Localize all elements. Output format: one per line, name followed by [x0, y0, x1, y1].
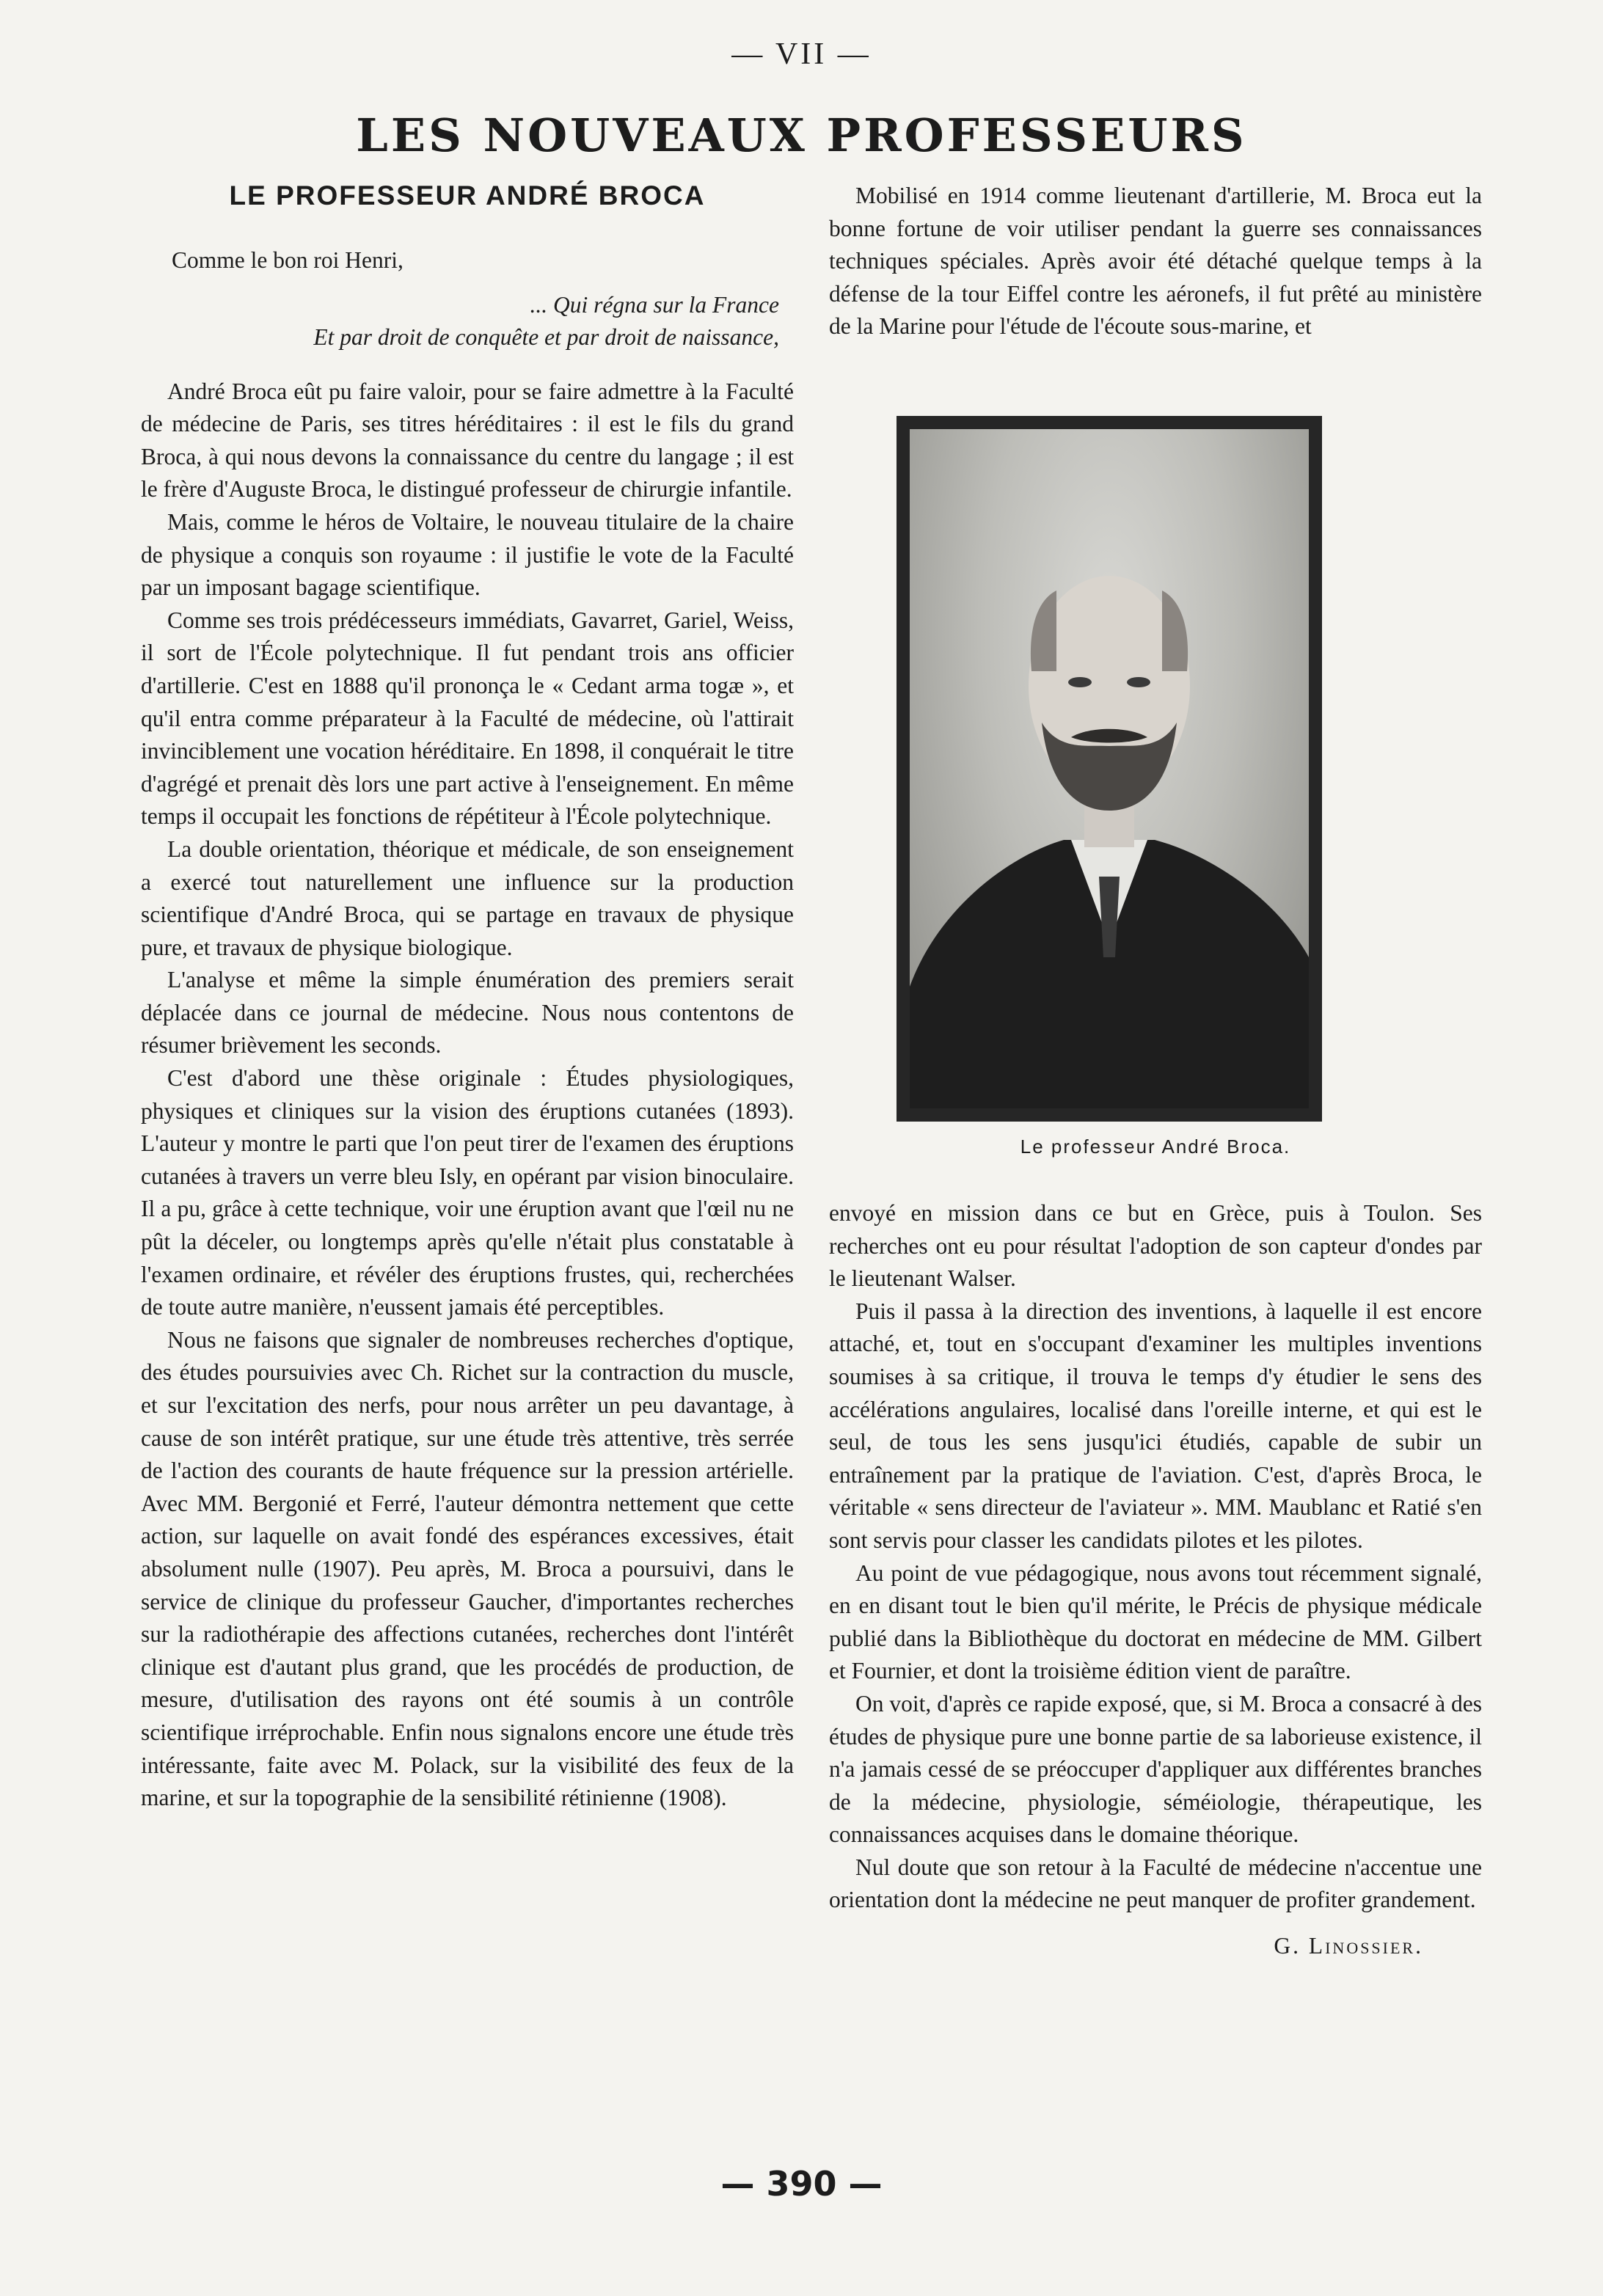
- right-column-bottom: [829, 1197, 1482, 1963]
- page-title: LES NOUVEAUX PROFESSEURS: [356, 109, 1247, 162]
- author-signature: G. Linossier.: [1274, 1933, 1423, 1959]
- paragraph: Comme ses trois prédécesseurs immédiats, Gavarret, Gariel, Weiss, il sort de l'École polytechnique. Il fut pendant trois ans officier d'artillerie. C'est en 1888 qu'il prononça le « Cedant arma togæ », et qu'il entra comme préparateur à la Faculté de médecine, où l'attirait invinciblement une vocation héréditaire. En 1898, il conquérait le titre d'agrégé et prenait dès lors une part active à l'enseignement. En même temps il occupait les fonctions de répétiteur à l'École polytechnique.: [141, 607, 794, 830]
- paragraph: André Broca eût pu faire valoir, pour se faire admettre à la Faculté de médecine de Paris, ses titres héréditaires : il est le fils du grand Broca, à qui nous devons la connaissance du centre du langage ; il est le frère d'Auguste Broca, le distingué professeur de chirurgie infantile.: [141, 378, 794, 502]
- article-title: LE PROFESSEUR ANDRÉ BROCA: [229, 180, 706, 211]
- paragraph: envoyé en mission dans ce but en Grèce, puis à Toulon. Ses recherches ont eu pour résultat l'adoption de son capteur d'ondes par le lieutenant Walser.: [829, 1200, 1482, 1292]
- verse-line: Et par droit de conquête et par droit de naissance,: [313, 323, 779, 350]
- paragraph: Puis il passa à la direction des inventions, à laquelle il est encore attaché, et, tout en s'occupant d'examiner les multiples inventions soumises à sa critique, il trouva le temps d'y étudier le sens des accélérations angulaires, localisé dans l'oreille interne, et qui est le seul, de tous les sens jusqu'ici étudiés, capable de subir un entraînement par la pratique de l'aviation. C'est, d'après Broca, le véritable « sens directeur de l'aviateur ». MM. Maublanc et Ratié s'en sont servis pour classer les candidats pilotes et les pilotes.: [829, 1298, 1482, 1553]
- paragraph: Mobilisé en 1914 comme lieutenant d'artillerie, M. Broca eut la bonne fortune de voir utiliser pendant la guerre ses connaissances techniques spéciales. Après avoir été détaché quelque temps à la défense de la tour Eiffel contre les aéronefs, il fut prêté au ministère de la Marine pour l'étude de l'écoute sous-marine, et: [829, 183, 1482, 340]
- left-column: [141, 180, 794, 1815]
- paragraph: Nul doute que son retour à la Faculté de médecine n'accentue une orientation dont la médecine ne peut manquer de profiter grandement.: [829, 1854, 1482, 1913]
- paragraph: C'est d'abord une thèse originale : Études physiologiques, physiques et cliniques sur la vision des éruptions cutanées (1893). L'auteur y montre le parti que l'on peut tirer de l'examen des éruptions cutanées à travers un verre bleu Isly, en opérant par vision binoculaire. Il a pu, grâce à cette technique, voir une éruption avant que l'œil nu ne pût la déceler, ou longtemps après qu'elle n'était plus constatable à l'examen ordinaire, et révéler des éruptions frustes, qui, recherchées de toute autre manière, n'eussent jamais été perceptibles.: [141, 1065, 794, 1320]
- paragraph: La double orientation, théorique et médicale, de son enseignement a exercé tout naturellement une influence sur la production scientifique d'André Broca, qui se partage en travaux de physique pure, et travaux de physique biologique.: [141, 836, 794, 960]
- roman-page-header: — VII —: [731, 37, 872, 71]
- right-column-top: [829, 180, 1482, 343]
- verse-quote: [141, 289, 794, 354]
- paragraph: Mais, comme le héros de Voltaire, le nouveau titulaire de la chaire de physique a conquis son royaume : il justifie le vote de la Faculté par un imposant bagage scientifique.: [141, 508, 794, 601]
- page-number: — 390 —: [720, 2164, 883, 2204]
- portrait-photo: [897, 416, 1322, 1122]
- portrait-illustration: [910, 429, 1309, 1108]
- intro-line: Comme le bon roi Henri,: [172, 247, 404, 273]
- paragraph: On voit, d'après ce rapide exposé, que, si M. Broca a consacré à des études de physique pure une bonne partie de sa laborieuse existence, il n'a jamais cessé de se préoccuper d'appliquer aux différentes branches de la médecine, physiologie, séméiologie, thérapeutique, les connaissances acquises dans le domaine théorique.: [829, 1690, 1482, 1848]
- paragraph: L'analyse et même la simple énumération des premiers serait déplacée dans ce journal de médecine. Nous nous contentons de résumer brièvement les seconds.: [141, 967, 794, 1059]
- photo-caption: Le professeur André Broca.: [1020, 1136, 1291, 1158]
- verse-line: ... Qui régna sur la France: [530, 291, 779, 318]
- paragraph: Nous ne faisons que signaler de nombreuses recherches d'optique, des études poursuivies avec Ch. Richet sur la contraction du muscle, et sur l'excitation des nerfs, pour nous arrêter un peu davantage, à cause de son intérêt pratique, sur une étude très attentive, très serrée de l'action des courants de haute fréquence sur la pression artérielle. Avec MM. Bergonié et Ferré, l'auteur démontra nettement que cette action, sur laquelle on avait fondé des espérances excessives, était absolument nulle (1907). Peu après, M. Broca a poursuivi, dans le service de clinique du professeur Gaucher, d'importantes recherches sur la radiothérapie des affections cutanées, recherches dont l'intérêt clinique est d'autant plus grand, que les procédés de production, de mesure, d'utilisation des rayons ont été soumis à un contrôle scientifique irréprochable. Enfin nous signalons encore une étude très intéressante, faite avec M. Polack, sur la visibilité des feux de la marine, et sur la topographie de la sensibilité rétinienne (1908).: [141, 1326, 794, 1811]
- paragraph: Au point de vue pédagogique, nous avons tout récemment signalé, en en disant tout le bien qu'il mérite, le Précis de physique médicale publié dans la Bibliothèque du doctorat en médecine de MM. Gilbert et Fournier, et dont la troisième édition vient de paraître.: [829, 1560, 1482, 1684]
